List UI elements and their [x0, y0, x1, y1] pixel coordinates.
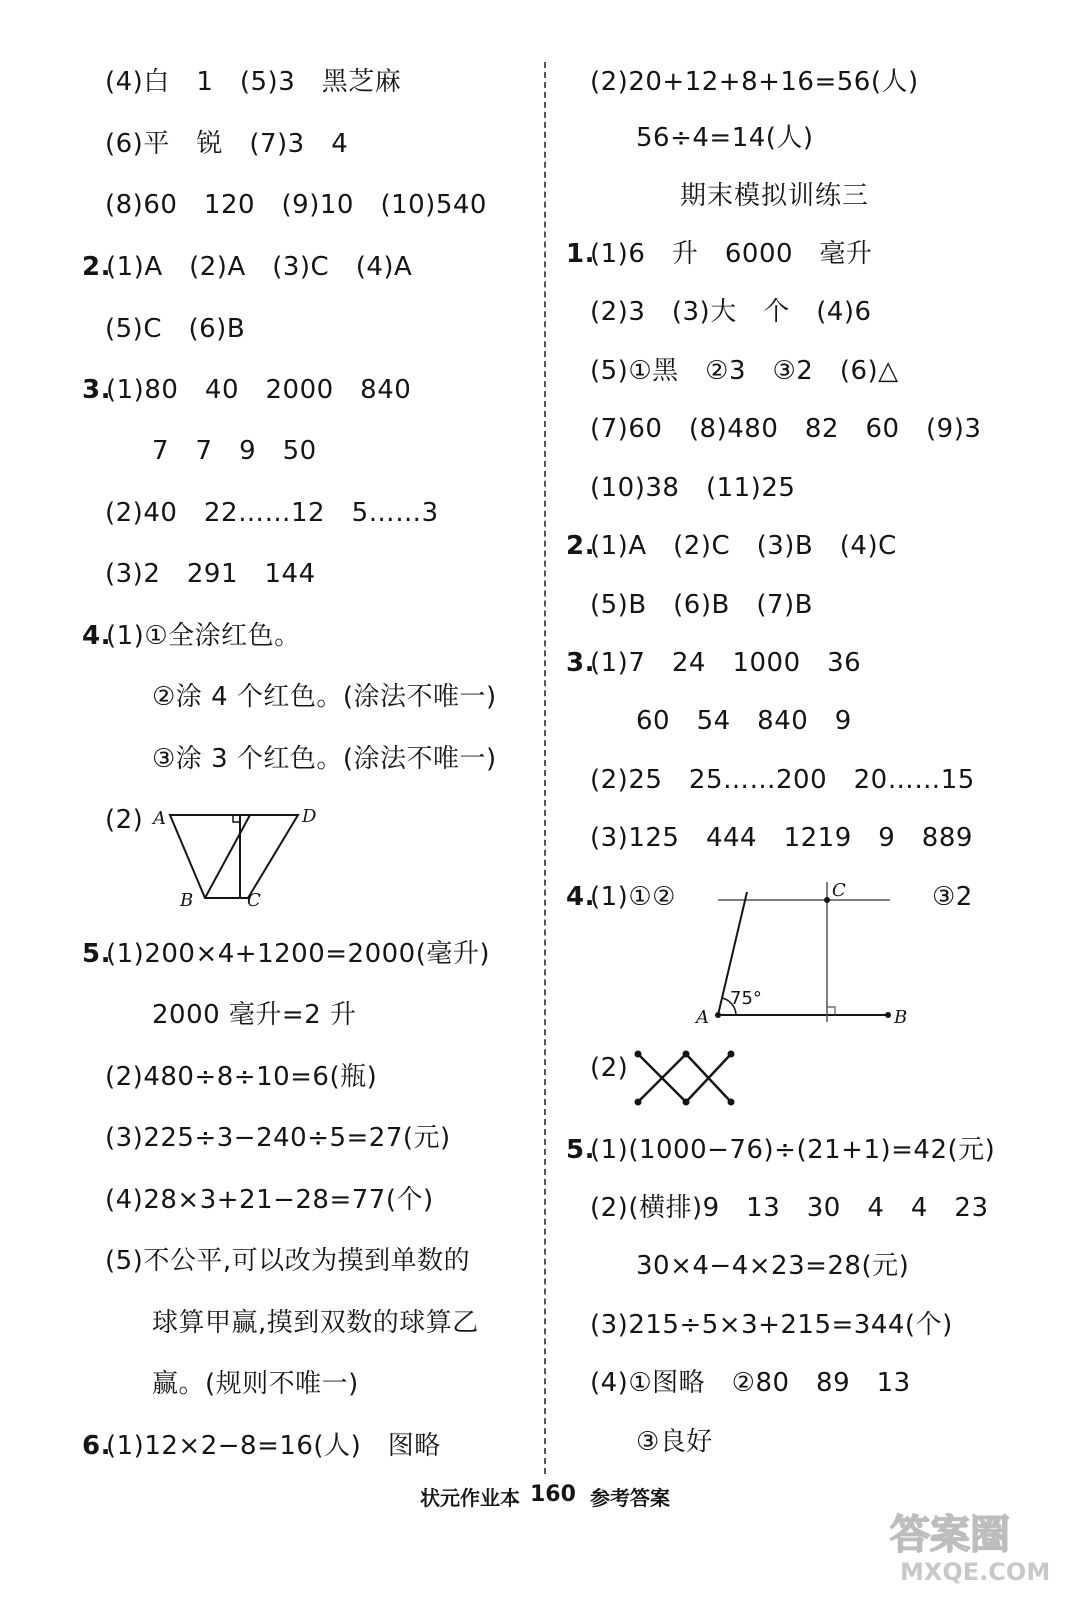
point-label-a: A: [696, 1007, 709, 1028]
answer-line: ②涂 4 个红色。(涂法不唯一): [152, 682, 497, 712]
right-angle-mark: [827, 1007, 835, 1015]
footer-section: 参考答案: [590, 1486, 670, 1510]
answer-line: (4)白 1 (5)3 黑芝麻: [105, 67, 402, 97]
section-title: 期末模拟训练三: [680, 181, 870, 211]
watermark-url: MXQE.COM: [900, 1558, 1051, 1586]
answer-line: (1)A (2)A (3)C (4)A: [106, 252, 413, 282]
answer-line: (5)B (6)B (7)B: [590, 590, 813, 620]
question-number: 2.: [82, 252, 111, 282]
answer-line: 2000 毫升=2 升: [152, 1000, 357, 1030]
answer-line: 56÷4=14(人): [636, 123, 814, 153]
point: [635, 1051, 642, 1058]
point-label-b: B: [894, 1007, 908, 1028]
answer-line: (2): [105, 805, 144, 835]
answer-line: (5)C (6)B: [105, 314, 246, 344]
point-label-c: C: [247, 890, 261, 911]
answer-line: (4)28×3+21−28=77(个): [105, 1185, 434, 1215]
answer-line: (5)①黑 ②3 ③2 (6)△: [590, 356, 899, 386]
angle-figure: [690, 870, 920, 1035]
point-label-d: D: [302, 806, 317, 827]
question-number: 3.: [82, 375, 111, 405]
answer-line: (1)80 40 2000 840: [106, 375, 412, 405]
answer-line: (3)215÷5×3+215=344(个): [590, 1310, 953, 1340]
answer-line: (2)3 (3)大 个 (4)6: [590, 297, 872, 327]
answer-line: 30×4−4×23=28(元): [636, 1251, 910, 1281]
answer-line: (2): [590, 1053, 629, 1083]
answer-line: (1)(1000−76)÷(21+1)=42(元): [590, 1135, 996, 1165]
point-label-b: B: [180, 890, 194, 911]
answer-line: (1)7 24 1000 36: [590, 648, 862, 678]
watermark-text: 答案圈: [890, 1512, 1010, 1558]
answer-line: ③2: [932, 882, 973, 912]
angle-label: 75°: [730, 988, 762, 1009]
point: [683, 1051, 690, 1058]
question-number: 2.: [566, 531, 595, 561]
point-label-c: C: [832, 880, 846, 901]
answer-line: (2)480÷8÷10=6(瓶): [105, 1062, 378, 1092]
point: [728, 1051, 735, 1058]
page-number: 160: [530, 1482, 576, 1507]
drawn-line: [205, 815, 250, 898]
watermark-logo: [880, 1500, 1060, 1590]
answer-line: 60 54 840 9: [636, 706, 852, 736]
answer-line: (1)A (2)C (3)B (4)C: [590, 531, 897, 561]
question-number: 1.: [566, 239, 595, 269]
answer-line: (2)40 22……12 5……3: [105, 498, 439, 528]
point-c: [824, 897, 830, 903]
question-number: 6.: [82, 1431, 111, 1461]
crossing-segments-figure: [630, 1046, 740, 1108]
right-angle-mark: [233, 815, 240, 822]
question-number: 5.: [566, 1135, 595, 1165]
answer-line: 7 7 9 50: [152, 436, 317, 466]
point-b: [885, 1012, 891, 1018]
answer-line: 赢。(规则不唯一): [152, 1369, 359, 1399]
answer-line: (5)不公平,可以改为摸到单数的: [105, 1246, 471, 1276]
parallelogram-figure: [150, 800, 320, 915]
question-number: 4.: [566, 882, 595, 912]
footer-book-title: 状元作业本: [420, 1486, 520, 1510]
question-number: 5.: [82, 939, 111, 969]
question-number: 3.: [566, 648, 595, 678]
answer-line: (3)125 444 1219 9 889: [590, 823, 973, 853]
answer-line: (10)38 (11)25: [590, 473, 796, 503]
point: [728, 1099, 735, 1106]
trapezoid-shape: [170, 815, 298, 898]
answer-line: (1)①全涂红色。: [106, 621, 301, 651]
answer-line: (3)225÷3−240÷5=27(元): [105, 1123, 451, 1153]
point: [683, 1099, 690, 1106]
answer-line: (1)12×2−8=16(人) 图略: [106, 1431, 441, 1461]
answer-line: (2)(横排)9 13 30 4 4 23: [590, 1193, 989, 1223]
answer-line: ③良好: [636, 1427, 713, 1457]
answer-line: (1)200×4+1200=2000(毫升): [106, 939, 490, 969]
column-divider: [544, 62, 546, 1474]
answer-line: ③涂 3 个红色。(涂法不唯一): [152, 744, 497, 774]
answer-line: (2)20+12+8+16=56(人): [590, 67, 919, 97]
answer-line: (3)2 291 144: [105, 559, 316, 589]
answer-line: (8)60 120 (9)10 (10)540: [105, 190, 487, 220]
answer-line: 球算甲赢,摸到双数的球算乙: [152, 1308, 479, 1338]
answer-line: (6)平 锐 (7)3 4: [105, 129, 349, 159]
answer-line: (7)60 (8)480 82 60 (9)3: [590, 414, 982, 444]
question-number: 4.: [82, 621, 111, 651]
answer-line: (2)25 25……200 20……15: [590, 765, 975, 795]
answer-line: (1)①②: [590, 882, 676, 912]
point: [635, 1099, 642, 1106]
point-label-a: A: [153, 808, 166, 829]
answer-line: (1)6 升 6000 毫升: [590, 239, 873, 269]
answer-line: (4)①图略 ②80 89 13: [590, 1368, 911, 1398]
